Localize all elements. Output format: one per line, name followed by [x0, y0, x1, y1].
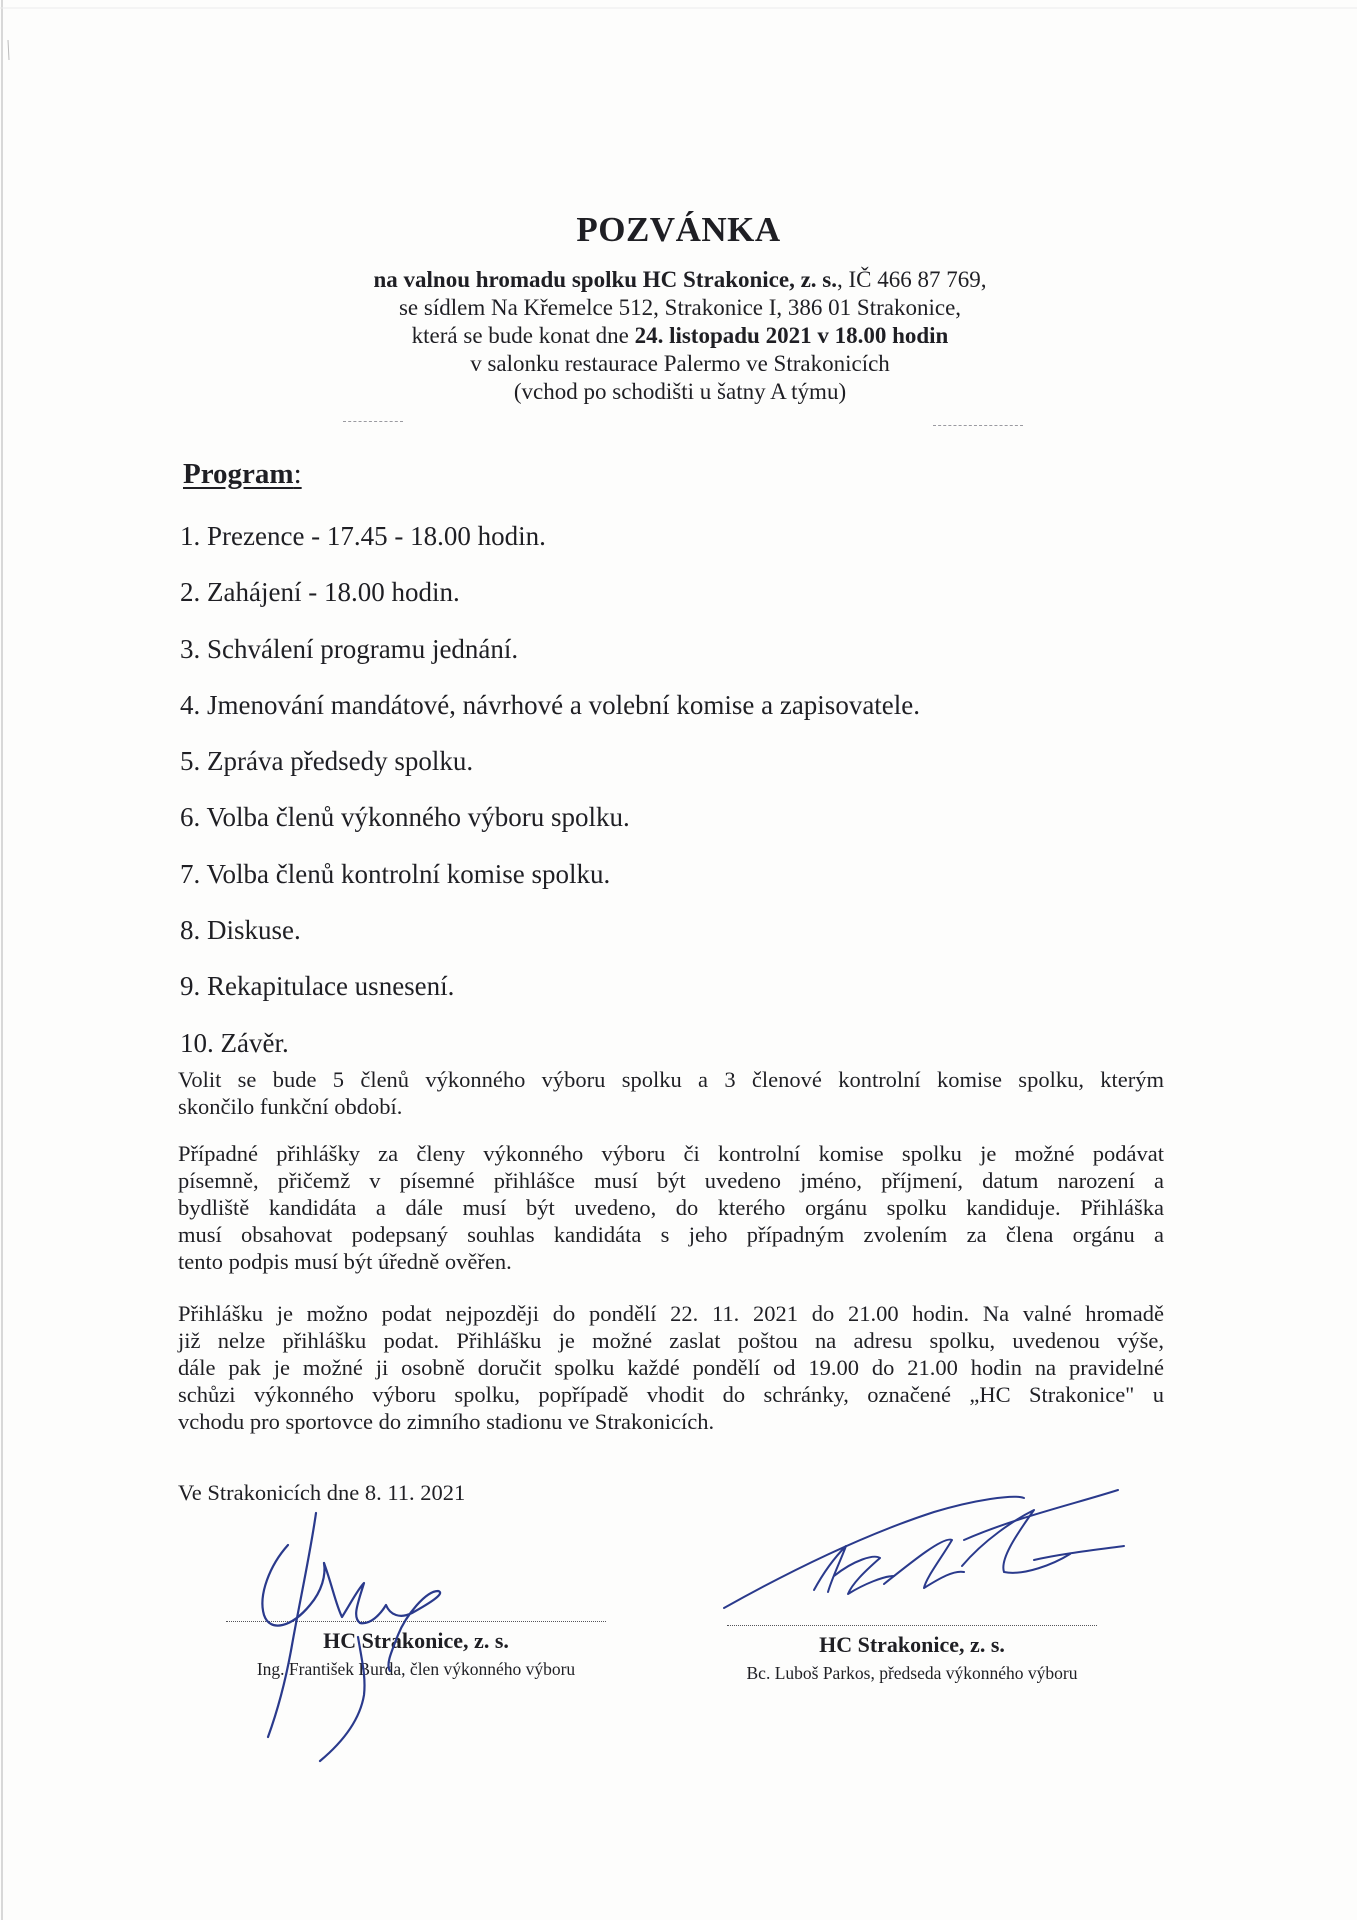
signature-line-left — [226, 1621, 606, 1622]
program-item: 8. Diskuse. — [180, 915, 301, 946]
association-name: na valnou hromadu spolku HC Strakonice, z. s. — [373, 267, 837, 292]
paragraph-line: bydliště kandidáta a dále musí být uvedeno, do kterého orgánu spolku kandiduje. Přihláška — [178, 1195, 1164, 1220]
place-and-date: Ve Strakonicích dne 8. 11. 2021 — [178, 1480, 466, 1505]
deadline-paragraph — [178, 1300, 1164, 1435]
paragraph-line: Volit se bude 5 členů výkonného výboru spolku a 3 členové kontrolní komise spolku, kterým — [178, 1067, 1164, 1092]
meeting-date: 24. listopadu 2021 v 18.00 hodin — [634, 323, 949, 348]
program-item: 4. Jmenování mandátové, návrhové a volební komise a zapisovatele. — [180, 689, 921, 720]
program-item: 5. Zpráva předsedy spolku. — [180, 746, 474, 777]
signatory-org-left: HC Strakonice, z. s. — [323, 1628, 509, 1653]
program-item: 2. Zahájení - 18.00 hodin. — [180, 577, 460, 608]
signature-block-right — [727, 1625, 1097, 1684]
paragraph-line: písemně, přičemž v písemné přihlášce musí být uvedeno jméno, příjmení, datum narození a — [178, 1168, 1164, 1193]
header-line-1 — [260, 266, 1100, 294]
paragraph-line: dále pak je možné ji osobně doručit spolku každé pondělí od 19.00 do 21.00 hodin na pravidelné — [178, 1355, 1164, 1380]
signatory-org-right: HC Strakonice, z. s. — [819, 1632, 1005, 1657]
header-line-4: v salonku restaurace Palermo ve Strakonicích — [470, 351, 890, 376]
program-item: 6. Volba členů výkonného výboru spolku. — [180, 802, 630, 833]
invitation-header — [260, 266, 1100, 406]
paragraph-line: musí obsahovat podepsaný souhlas kandidáta s jeho případným zvolením za člena orgánu a — [178, 1222, 1164, 1247]
applications-paragraph — [178, 1140, 1164, 1275]
election-paragraph — [178, 1066, 1164, 1120]
meeting-date-prefix: která se bude konat dne — [411, 323, 635, 348]
paragraph-line: tento podpis musí být úředně ověřen. — [178, 1249, 512, 1274]
paragraph-line: Případné přihlášky za členy výkonného výboru či kontrolní komise spolku je možné podávat — [178, 1141, 1164, 1166]
signature-line-right — [727, 1625, 1097, 1626]
association-id: , IČ 466 87 769, — [837, 267, 987, 292]
paragraph-line: vchodu pro sportovce do zimního stadionu ve Strakonicích. — [178, 1409, 715, 1434]
header-line-3 — [260, 322, 1100, 350]
program-item: 1. Prezence - 17.45 - 18.00 hodin. — [180, 521, 546, 551]
header-line-2: se sídlem Na Křemelce 512, Strakonice I, 386 01 Strakonice, — [398, 295, 962, 320]
header-line-5: (vchod po schodišti u šatny A týmu) — [513, 379, 847, 404]
paragraph-line: již nelze přihlášku podat. Přihlášku je možné zaslat poštou na adresu spolku, uvedenou výše, — [178, 1328, 1164, 1353]
paragraph-line: Přihlášku je možno podat nejpozději do pondělí 22. 11. 2021 do 21.00 hodin. Na valné hromadě — [178, 1301, 1164, 1326]
program-list — [180, 518, 920, 1081]
signature-block-left — [226, 1621, 606, 1680]
program-item: 3. Schválení programu jednání. — [180, 633, 519, 664]
signatory-name-right: Bc. Luboš Parkos, předseda výkonného výboru — [746, 1663, 1078, 1683]
document-title: POZVÁNKA — [576, 210, 781, 249]
program-item: 10. Závěr. — [180, 1027, 289, 1058]
scan-dash-right — [933, 425, 1023, 426]
signatory-name-left: Ing. František Burda, člen výkonného výboru — [256, 1659, 576, 1679]
program-heading-text: Program — [183, 458, 294, 490]
paragraph-line: schůzi výkonného výboru spolku, popřípadě vhodit do schránky, označené „HC Strakonice" u — [178, 1382, 1164, 1407]
program-item: 9. Rekapitulace usnesení. — [180, 971, 455, 1002]
program-heading-colon: : — [293, 458, 302, 490]
paragraph-line: skončilo funkční období. — [178, 1094, 403, 1119]
handwritten-signature-right — [714, 1480, 1134, 1620]
scan-dash-left — [343, 421, 403, 422]
program-heading — [183, 458, 302, 491]
program-item: 7. Volba členů kontrolní komise spolku. — [180, 858, 611, 889]
